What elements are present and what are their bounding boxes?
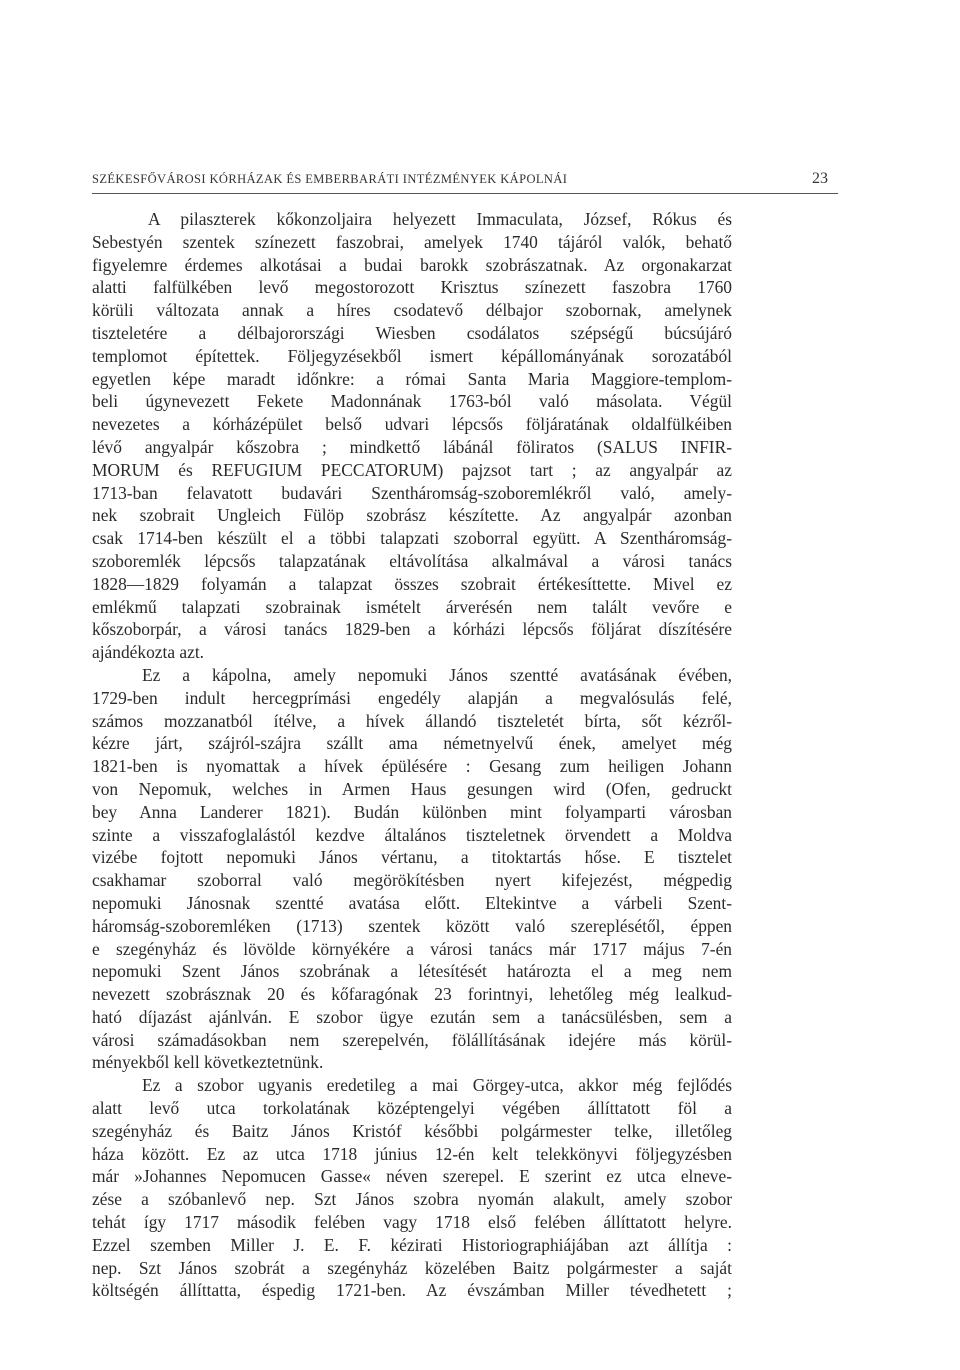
text-line: csakhamar szoborral való megörökítésben nyert kifejezést, mégpedig bbox=[92, 870, 732, 891]
text-line: Ezzel szemben Miller J. E. F. kézirati Historiographiájában azt állítja : bbox=[92, 1234, 732, 1255]
text-line: zése a szóbanlevő nep. Szt János szobra nyomán alakult, amely szobor bbox=[92, 1189, 732, 1210]
text-line: A pilaszterek kőkonzoljaira helyezett Immaculata, József, Rókus és bbox=[148, 209, 732, 229]
text-line: ható díjazást ajánlván. E szobor ügye ezután sem a tanácsülésben, sem a bbox=[92, 1006, 732, 1027]
running-header bbox=[92, 170, 838, 192]
text-line: lévő angyalpár kőszobra ; mindkettő lábánál föliratos (SALUS INFIR- bbox=[92, 436, 732, 457]
text-line: Sebestyén szentek színezett faszobrai, amelyek 1740 tájáról valók, behatő bbox=[92, 231, 732, 252]
text-line: nep. Szt János szobrát a szegényház közelében Baitz polgármester a saját bbox=[92, 1257, 732, 1278]
text-line: bey Anna Landerer 1821). Budán különben mint folyamparti városban bbox=[92, 801, 732, 822]
running-title: SZÉKESFŐVÁROSI KÓRHÁZAK ÉS EMBERBARÁTI INTÉZMÉNYEK KÁPOLNÁI bbox=[92, 172, 568, 186]
text-line: beli úgynevezett Fekete Madonnának 1763-ból való másolata. Végül bbox=[92, 391, 732, 412]
text-line: ajándékozta azt. bbox=[92, 642, 205, 663]
text-line: nepomuki Szent János szobrának a létesítését határozta el a meg nem bbox=[92, 961, 732, 982]
header-rule bbox=[92, 193, 838, 194]
text-line: MORUM és REFUGIUM PECCATORUM) pajzsot tart ; az angyalpár az bbox=[92, 459, 732, 480]
text-line: körüli változata annak a híres csodatevő délbajor szobornak, amelynek bbox=[92, 300, 732, 321]
text-line: von Nepomuk, welches in Armen Haus gesungen wird (Ofen, gedruckt bbox=[92, 778, 732, 799]
text-line: egyetlen képe maradt időnkre: a római Santa Maria Maggiore-templom- bbox=[92, 368, 732, 389]
text-line: templomot építettek. Följegyzésekből ismert képállományának sorozatából bbox=[92, 345, 732, 366]
text-line: háza között. Ez az utca 1718 június 12-én kelt telekkönyvi följegyzésben bbox=[92, 1143, 732, 1164]
text-line: kézre járt, szájról-szájra szállt ama németnyelvű ének, amelyet még bbox=[92, 733, 732, 754]
page-number: 23 bbox=[812, 170, 828, 187]
text-line: nevezetes a kórházépület belső udvari lépcsős följáratának oldalfülkéiben bbox=[92, 414, 732, 435]
text-line: szinte a visszafoglalástól kezdve általános tiszteletnek örvendett a Moldva bbox=[92, 824, 732, 845]
text-line: alatt levő utca torkolatának középtengelyi végében állíttatott föl a bbox=[92, 1098, 732, 1119]
text-line: Ez a kápolna, amely nepomuki János szentté avatásának évében, bbox=[142, 664, 732, 685]
text-line: költségén állíttatta, éspedig 1721-ben. Az évszámban Miller tévedhetett ; bbox=[92, 1280, 732, 1301]
body-text bbox=[92, 208, 732, 1302]
text-line: városi számadásokban nem szerepelvén, fölállításának idejére más körül- bbox=[92, 1029, 732, 1050]
text-line: figyelemre érdemes alkotásai a budai barokk szobrászatnak. Az orgonakarzat bbox=[92, 254, 732, 275]
text-line: tiszteletére a délbajorországi Wiesben csodálatos szépségű búcsújáró bbox=[92, 322, 732, 343]
text-line: szegényház és Baitz János Kristóf későbbi polgármester telke, illetőleg bbox=[92, 1120, 732, 1141]
text-line: 1729-ben indult hercegprímási engedély alapján a megvalósulás felé, bbox=[92, 687, 732, 708]
text-line: ményekből kell következtetnünk. bbox=[92, 1052, 324, 1073]
text-line: 1828—1829 folyamán a talapzat összes szobrait értékesíttette. Mivel ez bbox=[92, 573, 732, 594]
text-line: már »Johannes Nepomucen Gasse« néven szerepel. E szerint ez utca elneve- bbox=[92, 1166, 732, 1187]
text-line: nepomuki Jánosnak szentté avatása előtt. Eltekintve a várbeli Szent- bbox=[92, 892, 732, 913]
text-line: alatti falfülkében levő megostorozott Krisztus színezett faszobra 1760 bbox=[92, 277, 732, 298]
text-line: szoboremlék lépcsős talapzatának eltávolítása alkalmával a városi tanács bbox=[92, 550, 732, 571]
text-line: Ez a szobor ugyanis eredetileg a mai Görgey-utca, akkor még fejlődés bbox=[142, 1075, 732, 1096]
text-line: háromság-szoboremléken (1713) szentek között való szereplésétől, éppen bbox=[92, 915, 732, 936]
text-line: kőszoborpár, a városi tanács 1829-ben a kórházi lépcsős följárat díszítésére bbox=[92, 619, 732, 640]
text-line: e szegényház és lövölde környékére a városi tanács már 1717 május 7-én bbox=[92, 938, 732, 959]
text-line: tehát így 1717 második felében vagy 1718 első felében állíttatott helyre. bbox=[92, 1212, 732, 1233]
text-line: nek szobrait Ungleich Fülöp szobrász készítette. Az angyalpár azonban bbox=[92, 505, 732, 526]
text-line: emlékmű talapzati szobrainak ismételt árverésén nem talált vevőre e bbox=[92, 596, 732, 617]
text-line: számos mozzanatból ítélve, a hívek állandó tiszteletét bírta, sőt kézről- bbox=[92, 710, 732, 731]
text-line: vizébe fojtott nepomuki János vértanu, a titoktartás hőse. E tisztelet bbox=[92, 847, 732, 868]
text-line: 1821-ben is nyomattak a hívek épülésére : Gesang zum heiligen Johann bbox=[92, 756, 732, 777]
text-line: nevezett szobrásznak 20 és kőfaragónak 23 forintnyi, lehetőleg még lealkud- bbox=[92, 984, 732, 1005]
text-line: 1713-ban felavatott budavári Szentháromság-szoboremlékről való, amely- bbox=[92, 482, 732, 503]
text-line: csak 1714-ben készült el a többi talapzati szoborral együtt. A Szentháromság- bbox=[92, 528, 732, 549]
